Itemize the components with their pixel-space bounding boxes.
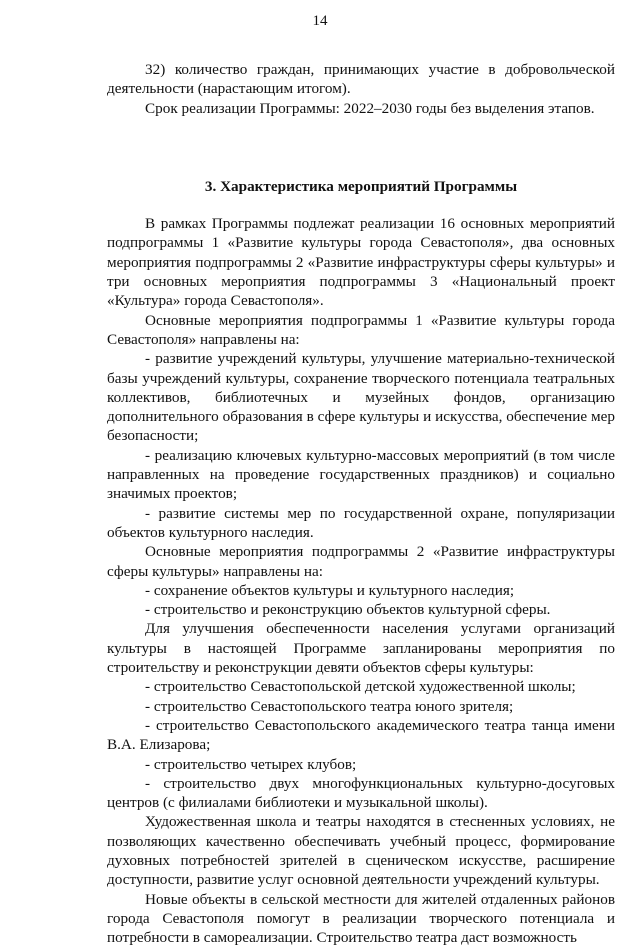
- document-body: [107, 60, 615, 947]
- list-item: - строительство Севастопольского академического театра танца имени В.А. Елизарова;: [107, 716, 615, 754]
- list-item: - строительство Севастопольского театра юного зрителя;: [145, 697, 514, 715]
- paragraph: Новые объекты в сельской местности для жителей отдаленных районов города Севастополя помогут в реализации творческого потенциала и потребности в самореализации. Строительство театра даст возможность: [107, 890, 615, 947]
- list-item: - развитие учреждений культуры, улучшение материально-технической базы учреждений культуры, сохранение творческого потенциала театральных коллективов, библиотечных и музейных фондов, организацию дополнительного образования в сфере культуры и искусства, обеспечение мер безопасности;: [107, 350, 615, 445]
- list-item: - развитие системы мер по государственной охране, популяризации объектов культурного наследия.: [107, 504, 615, 541]
- paragraph: Основные мероприятия подпрограммы 1 «Развитие культуры города Севастополя» направлены на:: [107, 311, 615, 348]
- paragraph: Срок реализации Программы: 2022–2030 годы без выделения этапов.: [145, 99, 595, 117]
- list-item: - строительство Севастопольской детской художественной школы;: [145, 678, 576, 696]
- list-item: - строительство и реконструкцию объектов культурной сферы.: [145, 601, 551, 619]
- paragraph: 32) количество граждан, принимающих участие в добровольческой деятельности (нарастающим итогом).: [107, 61, 615, 98]
- page-number: 14: [312, 13, 328, 29]
- list-item: - сохранение объектов культуры и культурного наследия;: [145, 581, 515, 599]
- paragraph: В рамках Программы подлежат реализации 16 основных мероприятий подпрограммы 1 «Развитие культуры города Севастополя», два основных мероприятия подпрограммы 2 «Развитие инфраструктуры сферы культуры» и три основных мероприятия подпрограммы 3 «Национальный проект «Культура» города Севастополя».: [107, 215, 615, 310]
- paragraph: Основные мероприятия подпрограммы 2 «Развитие инфраструктуры сферы культуры» направлены на:: [107, 543, 615, 580]
- list-item: - строительство двух многофункциональных культурно-досуговых центров (с филиалами библиотеки и музыкальной школы).: [107, 774, 615, 812]
- paragraph: Для улучшения обеспеченности населения услугами организаций культуры в настоящей Программе запланированы мероприятия по строительству и реконструкции девяти объектов сферы культуры:: [107, 620, 615, 677]
- paragraph: Художественная школа и театры находятся в стесненных условиях, не позволяющих качественно обеспечивать учебный процесс, формирование духовных потребностей зрителей в сценическом искусстве, расширение доступности, развитие услуг основной деятельности учреждений культуры.: [107, 813, 615, 889]
- section-heading: 3. Характеристика мероприятий Программы: [204, 177, 518, 195]
- list-item: - реализацию ключевых культурно-массовых мероприятий (в том числе направленных на проведение государственных праздников) и социально значимых проектов;: [107, 446, 615, 503]
- list-item: - строительство четырех клубов;: [145, 755, 357, 773]
